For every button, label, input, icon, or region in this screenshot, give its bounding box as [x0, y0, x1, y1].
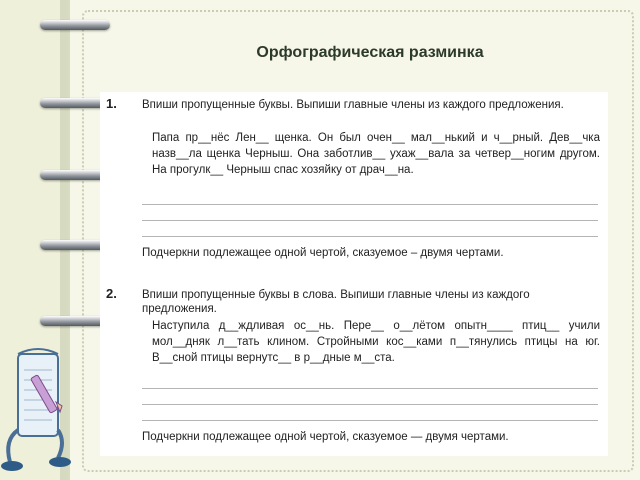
task-1-instruction: Впиши пропущенные буквы. Выпиши главные члены из каждого предложения. — [142, 99, 564, 111]
answer-line — [142, 220, 598, 221]
task-1-number: 1. — [106, 96, 117, 111]
worksheet — [100, 92, 608, 456]
page-title: Орфографическая разминка — [256, 44, 484, 61]
answer-line — [142, 404, 598, 405]
task-2-passage: Наступила д__ждливая ос__нь. Пере__ о__лётом опытн____ птиц__ учили мол__дняк л__тать клином. Стройными кос__ками п__тянулись птицы на юг. В__сной птицы вернутс__ в р__дные м__ста. — [152, 320, 600, 364]
task-2-instruction: Впиши пропущенные буквы в слова. Выпиши главные члены из каждого предложения. — [142, 289, 530, 315]
answer-line — [142, 204, 598, 205]
task-1-note: Подчеркни подлежащее одной чертой, сказуемое – двумя чертами. — [142, 247, 504, 259]
binder-ring-1 — [40, 20, 110, 30]
answer-line — [142, 236, 598, 237]
task-1-passage: Папа пр__нёс Лен__ щенка. Он был очен__ мал__нький и ч__рный. Дев__чка назв__ла щенка Черныш. Она заботлив__ ухаж__вала за четвер__ногим другом. На прогулк__ Черныш спас хозяйку от драч__на. — [152, 132, 600, 176]
task-2-note: Подчеркни подлежащее одной чертой, сказуемое — двумя чертами. — [142, 431, 509, 443]
task-2-number: 2. — [106, 286, 117, 301]
answer-line — [142, 420, 598, 421]
pencil-notebook-mascot-icon — [0, 330, 90, 480]
answer-line — [142, 388, 598, 389]
